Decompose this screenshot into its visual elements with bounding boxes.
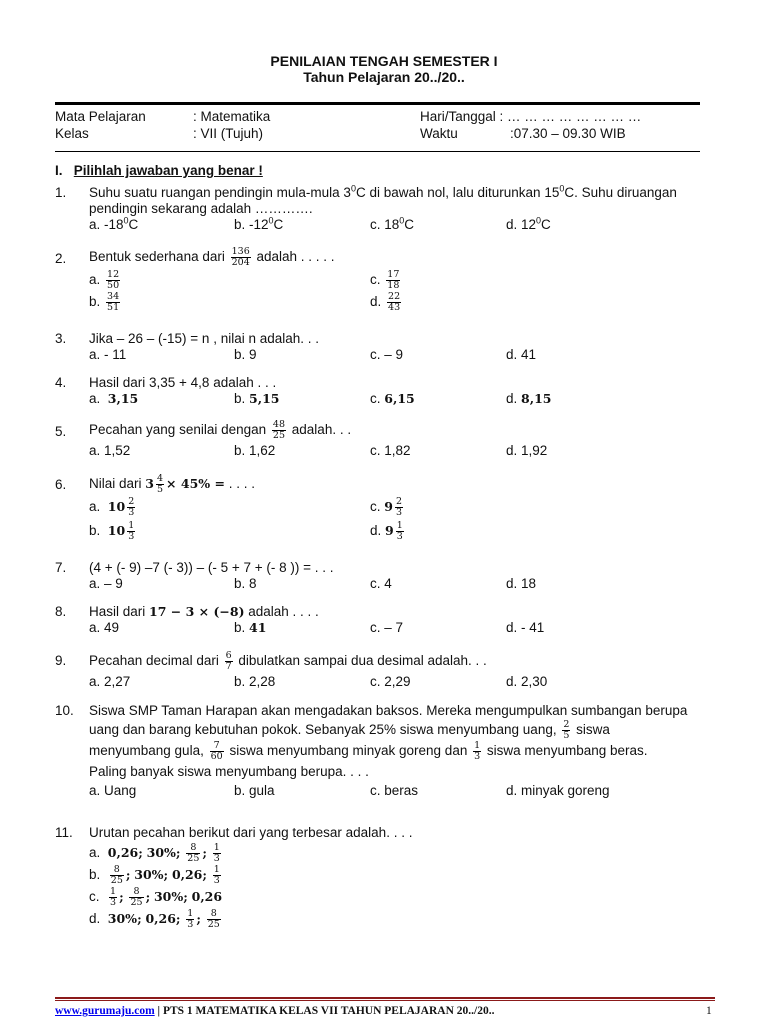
question-number: 10.: [55, 703, 74, 718]
fraction: $\frac{136}{204}$: [231, 246, 250, 268]
option-c: c. $\frac{1}{3}$ ; $\frac{8}{25}$ ; 30%; 0,26: [89, 886, 223, 908]
options-row: [89, 781, 715, 800]
option-c: c. 1,82: [370, 443, 411, 458]
class-label: Kelas: [55, 126, 89, 141]
info-divider: [55, 151, 700, 152]
option-c: c. 4: [370, 576, 392, 591]
option-b: b. 2,28: [234, 674, 276, 689]
option-b: b. 41: [234, 620, 267, 635]
question-stem: Pecahan decimal dari $\frac{6}{7}$ dibulatkan sampai dua desimal adalah. . .: [89, 650, 487, 672]
option-d: d. 1,92: [506, 443, 548, 458]
question-stem: Pecahan yang senilai dengan $\frac{48}{25}$ adalah. . .: [89, 419, 352, 441]
option-b: b. 5,15: [234, 391, 280, 406]
question-number: 1.: [55, 185, 67, 200]
options-row: [89, 443, 715, 459]
options-row: [89, 620, 715, 636]
option-c: c. – 7: [370, 620, 404, 635]
class-value: : VII (Tujuh): [193, 126, 264, 141]
option-d: d. 41: [506, 347, 537, 362]
page-footer: [55, 1005, 494, 1017]
question-number: 11.: [55, 825, 73, 840]
option-a: a. 3,15: [89, 391, 139, 406]
options-row: [89, 909, 715, 931]
question-stem: Nilai dari 3 $\frac{4}{5}$ × 45% = . . . .: [89, 473, 256, 495]
question-number: 9.: [55, 653, 67, 668]
fraction: $\frac{2}{5}$: [563, 719, 570, 741]
option-b: b. 9: [234, 347, 257, 362]
option-a: a. Uang: [89, 783, 137, 798]
option-d: d. minyak goreng: [506, 783, 610, 798]
page-number: 1: [706, 1005, 712, 1017]
option-b: b. 1,62: [234, 443, 276, 458]
exam-title: PENILAIAN TENGAH SEMESTER I: [270, 53, 498, 69]
header-divider: [55, 102, 700, 105]
question-1: [55, 185, 715, 233]
question-number: 2.: [55, 251, 67, 266]
option-d: d. $\frac{22}{43}$: [370, 291, 401, 313]
fraction: $\frac{48}{25}$: [272, 419, 286, 441]
option-d: d. 9 $\frac{1}{3}$: [370, 520, 403, 542]
fraction: $\frac{6}{7}$: [225, 650, 232, 672]
question-2: [55, 247, 715, 314]
option-b: b. gula: [234, 783, 275, 798]
subject-value: : Matematika: [193, 109, 271, 124]
question-number: 8.: [55, 604, 67, 619]
question-5: [55, 420, 715, 459]
stem-text: Suhu suatu ruangan pendingin mula-mula 3: [89, 185, 351, 200]
option-a: a. $-18^0C$: [89, 215, 139, 232]
option-a: a. – 9: [89, 576, 123, 591]
option-a: a. - 11: [89, 347, 127, 362]
option-c: c. beras: [370, 783, 419, 798]
question-stem: [89, 247, 715, 268]
section-heading: [55, 163, 263, 178]
question-stem: menyumbang gula, $\frac{7}{60}$ siswa menyumbang minyak goreng dan $\frac{1}{3}$ siswa menyumbang beras.: [89, 740, 648, 762]
options-row: [89, 576, 715, 592]
option-b: b. $\frac{34}{51}$: [89, 291, 120, 313]
question-3: [55, 331, 715, 363]
options-row: [89, 217, 715, 233]
question-stem: Jika – 26 – (-15) = n , nilai n adalah. . .: [89, 331, 320, 346]
stem-text: C di bawah nol, lalu diturunkan 15: [355, 185, 560, 200]
question-stem: Urutan pecahan berikut dari yang terbesar adalah. . . .: [89, 825, 413, 840]
option-d: d. 2,30: [506, 674, 548, 689]
question-number: 7.: [55, 560, 67, 575]
question-stem: Hasil dari 3,35 + 4,8 adalah . . .: [89, 375, 277, 390]
options-row: [89, 292, 715, 314]
question-8: [55, 604, 715, 636]
options-row: [89, 887, 715, 909]
option-c: c. 2,29: [370, 674, 411, 689]
question-10: [55, 701, 715, 800]
option-a: a. 49: [89, 620, 120, 635]
stem-text: Bentuk sederhana dari: [89, 249, 225, 265]
stem-text: C. Suhu diruangan pendingin sekarang adalah ………….: [89, 185, 677, 216]
option-b: b. $-12^0C$: [234, 215, 284, 232]
fraction: $\frac{7}{60}$: [210, 740, 223, 762]
option-a: a. 1,52: [89, 443, 131, 458]
footer-text: | PTS 1 MATEMATIKA KELAS VII TAHUN PELAJARAN 20../20..: [154, 1005, 495, 1017]
footer-divider: [55, 1000, 715, 1001]
question-9: [55, 651, 715, 690]
question-11: [55, 825, 715, 931]
day-date-label: Hari/Tanggal : … … … … … … … …: [420, 109, 642, 124]
options-row: [89, 347, 715, 363]
time-label: Waktu: [420, 126, 458, 141]
question-stem: Paling banyak siswa menyumbang berupa. . . .: [89, 764, 369, 779]
option-b: b. 10 $\frac{1}{3}$: [89, 520, 135, 542]
option-d: d. - 41: [506, 620, 545, 635]
question-number: 5.: [55, 424, 67, 439]
question-stem: [89, 185, 715, 217]
option-a: a. 2,27: [89, 674, 131, 689]
question-7: [55, 560, 715, 592]
question-number: 6.: [55, 477, 67, 492]
options-row: [89, 865, 715, 887]
degree-sup: 0: [350, 183, 356, 194]
question-stem: (4 + (- 9) –7 (- 3)) – (- 5 + 7 + (- 8 )) = . . .: [89, 560, 334, 575]
option-d: d. $12^0C$: [506, 215, 551, 232]
option-c: c. 6,15: [370, 391, 415, 406]
stem-text: adalah . . . . .: [256, 249, 335, 265]
question-number: 4.: [55, 375, 67, 390]
degree-sup: 0: [559, 183, 565, 194]
time-value: :07.30 – 09.30 WIB: [510, 126, 626, 141]
options-row: [89, 270, 715, 292]
options-row: [89, 497, 715, 521]
option-a: a. 10 $\frac{2}{3}$: [89, 496, 135, 518]
option-a: a. $\frac{12}{50}$: [89, 269, 120, 291]
option-c: c. 9 $\frac{2}{3}$: [370, 496, 403, 518]
section-number: I.: [55, 163, 63, 178]
footer-link[interactable]: www.gurumaju.com: [55, 1005, 155, 1017]
option-c: c. $\frac{17}{18}$: [370, 269, 400, 291]
option-d: d. 18: [506, 576, 537, 591]
question-number: 3.: [55, 331, 67, 346]
question-stem: Siswa SMP Taman Harapan akan mengadakan baksos. Mereka mengumpulkan sumbangan berupa uang dan barang kebutuhan pokok. Sebanyak 25% siswa menyumbang uang, $\frac{2}{5}$ siswa: [89, 703, 688, 741]
option-c: c. $18^0C$: [370, 215, 415, 232]
option-a: a. 0,26; 30%; $\frac{8}{25}$ ; $\frac{1}{3}$: [89, 842, 220, 864]
options-row: [89, 521, 715, 545]
question-4: [55, 375, 715, 407]
option-b: b. $\frac{8}{25}$ ; 30%; 0,26; $\frac{1}{3}$: [89, 864, 220, 886]
academic-year: Tahun Pelajaran 20../20..: [303, 69, 465, 85]
question-stem: Hasil dari 17 − 3 × (−8) adalah . . . .: [89, 604, 319, 619]
option-b: b. 8: [234, 576, 257, 591]
option-d: d. 30%; 0,26; $\frac{1}{3}$ ; $\frac{8}{25}$: [89, 908, 220, 930]
option-d: d. 8,15: [506, 391, 552, 406]
option-c: c. – 9: [370, 347, 404, 362]
footer-divider: [55, 997, 715, 999]
options-row: [89, 391, 715, 407]
section-instruction: Pilihlah jawaban yang benar !: [73, 163, 263, 178]
question-6: [55, 474, 715, 545]
options-row: [89, 843, 715, 865]
options-row: [89, 674, 715, 690]
fraction: $\frac{4}{5}$: [157, 473, 164, 495]
fraction: $\frac{1}{3}$: [474, 740, 481, 762]
subject-label: Mata Pelajaran: [55, 109, 146, 124]
